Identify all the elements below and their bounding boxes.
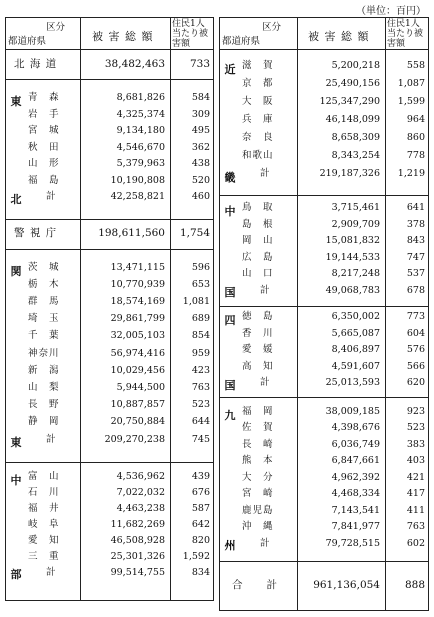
per-capita-damage: 1,087 — [397, 78, 425, 89]
prefecture-name: 岩 手 — [28, 108, 60, 120]
prefecture-name: 千 葉 — [28, 330, 60, 342]
table-row — [220, 454, 428, 467]
damage-amount: 10,190,808 — [110, 174, 165, 186]
table-row — [220, 487, 428, 500]
table-row — [6, 398, 213, 411]
table-row — [6, 261, 213, 274]
damage-amount: 219,187,326 — [319, 168, 380, 179]
damage-amount: 18,574,169 — [110, 295, 165, 307]
prefecture-name: 熊 本 — [242, 455, 274, 466]
region-label: 北 — [10, 192, 22, 206]
per-capita-damage: 778 — [406, 150, 425, 161]
table-row — [6, 364, 213, 377]
per-capita-damage: 383 — [406, 438, 425, 450]
damage-amount: 13,471,115 — [110, 261, 165, 273]
prefecture-name: 山 口 — [242, 268, 274, 279]
per-capita-damage: 620 — [406, 377, 425, 388]
header-amount: 被 害 総 額 — [92, 30, 154, 43]
damage-amount: 4,398,676 — [331, 422, 380, 433]
region-label: 東 — [10, 95, 22, 108]
prefecture-name: 岡 山 — [242, 235, 274, 246]
unit-label: （単位：百円） — [356, 6, 426, 17]
prefecture-name: 青 森 — [28, 92, 60, 103]
table-row — [220, 251, 428, 264]
table-row — [6, 550, 213, 563]
damage-amount: 8,343,254 — [331, 150, 380, 161]
per-capita-damage: 642 — [191, 518, 210, 530]
table-row — [220, 405, 428, 418]
table-row — [6, 157, 213, 170]
damage-amount: 2,909,709 — [331, 218, 380, 230]
subtotal-row — [220, 284, 428, 297]
per-capita-damage: 523 — [191, 399, 210, 411]
per-capita-damage: 860 — [406, 132, 425, 143]
table-row — [6, 124, 213, 137]
per-capita-damage: 843 — [406, 235, 425, 246]
per-capita-damage: 566 — [406, 360, 425, 372]
per-capita-damage: 854 — [191, 330, 210, 342]
per-capita-damage: 1,592 — [182, 550, 210, 562]
damage-amount: 9,134,180 — [116, 125, 165, 136]
damage-amount: 8,681,826 — [116, 92, 165, 103]
prefecture-name: 佐 賀 — [242, 422, 274, 433]
region-label: 州 — [224, 539, 236, 552]
damage-amount: 3,715,461 — [331, 202, 380, 213]
damage-amount: 4,468,334 — [331, 488, 380, 499]
damage-amount: 4,591,607 — [331, 360, 380, 372]
per-capita-damage: 923 — [406, 405, 425, 417]
header-per-capita: 住民1人当たり被害額 — [172, 19, 209, 49]
per-capita-damage: 460 — [191, 191, 210, 202]
per-capita-damage: 604 — [406, 327, 425, 339]
per-capita-damage: 747 — [406, 251, 425, 263]
damage-amount: 8,217,248 — [331, 268, 380, 279]
damage-amount: 10,770,939 — [110, 278, 165, 290]
damage-amount: 7,143,541 — [331, 504, 380, 516]
damage-amount: 38,009,185 — [325, 405, 380, 417]
table-row — [220, 310, 428, 323]
per-capita-damage: 1,754 — [179, 227, 210, 239]
per-capita-damage: 834 — [191, 566, 210, 578]
region-label: 四 — [224, 314, 236, 327]
table-row — [220, 77, 428, 90]
per-capita-damage: 439 — [191, 470, 210, 482]
per-capita-damage: 964 — [406, 114, 425, 125]
prefecture-name: 計 — [260, 168, 271, 179]
prefecture-name: 神奈川 — [28, 347, 60, 359]
table-row — [6, 278, 213, 291]
prefecture-name: 計 — [46, 191, 57, 202]
damage-amount: 49,068,783 — [325, 284, 380, 296]
prefecture-name: 京 都 — [242, 78, 274, 89]
per-capita-damage: 309 — [191, 108, 210, 120]
table-row — [220, 95, 428, 108]
per-capita-damage: 558 — [406, 60, 425, 71]
per-capita-damage: 596 — [191, 261, 210, 273]
prefecture-name: 群 馬 — [28, 295, 60, 307]
prefecture-name: 計 — [46, 433, 57, 445]
per-capita-damage: 1,081 — [182, 295, 210, 307]
per-capita-damage: 378 — [406, 218, 425, 230]
region-label: 関 — [10, 264, 22, 278]
damage-amount: 4,962,392 — [331, 471, 380, 483]
damage-amount: 5,200,218 — [331, 60, 380, 71]
table-row — [220, 520, 428, 533]
damage-amount: 25,013,593 — [325, 377, 380, 388]
damage-amount: 11,682,269 — [110, 518, 165, 530]
per-capita-damage: 763 — [406, 521, 425, 532]
prefecture-name: 秋 田 — [28, 141, 60, 153]
header-per-capita: 住民1人当たり被害額 — [387, 19, 424, 49]
table-row — [220, 234, 428, 247]
table-row — [220, 343, 428, 356]
prefecture-name: 福 島 — [28, 174, 60, 186]
prefecture-name: 埼 玉 — [28, 313, 60, 325]
table-row — [6, 295, 213, 308]
header-todofuken: 都道府県 — [8, 36, 47, 47]
prefecture-name: 宮 崎 — [242, 488, 274, 499]
damage-amount: 8,406,897 — [331, 344, 380, 355]
prefecture-name: 高 知 — [242, 360, 274, 372]
prefecture-name: 福 岡 — [242, 405, 274, 417]
prefecture-name: 香 川 — [242, 327, 274, 339]
damage-amount: 5,379,963 — [116, 158, 165, 169]
table-row — [220, 201, 428, 214]
region-label: 国 — [224, 286, 236, 299]
keishicho-row — [6, 227, 213, 240]
prefecture-name: 福 井 — [28, 502, 60, 514]
subtotal-row — [6, 190, 213, 203]
per-capita-damage: 495 — [191, 125, 210, 136]
subtotal-row — [6, 566, 213, 579]
table-row — [220, 267, 428, 280]
damage-amount: 42,258,821 — [110, 191, 165, 202]
subtotal-row — [6, 433, 213, 446]
table-row — [220, 218, 428, 231]
prefecture-name: 石 川 — [28, 486, 60, 498]
damage-amount: 15,081,832 — [325, 235, 380, 246]
table-row — [6, 174, 213, 187]
header-kubun: 区分 — [46, 22, 66, 33]
per-capita-damage: 602 — [406, 537, 425, 549]
damage-amount: 32,005,103 — [110, 330, 165, 342]
region-label: 中 — [224, 205, 236, 218]
table-row — [220, 438, 428, 451]
damage-amount: 125,347,290 — [319, 96, 380, 107]
subtotal-row — [220, 376, 428, 389]
prefecture-name: 長 野 — [28, 399, 60, 411]
table-row — [6, 329, 213, 342]
per-capita-damage: 421 — [406, 471, 425, 483]
damage-amount: 4,546,670 — [116, 141, 165, 153]
per-capita-damage: 678 — [406, 284, 425, 296]
prefecture-name: 大 阪 — [242, 96, 274, 107]
damage-amount: 198,611,560 — [98, 227, 165, 239]
prefecture-name: 富 山 — [28, 470, 60, 482]
per-capita-damage: 411 — [406, 504, 425, 516]
prefecture-name: 徳 島 — [242, 311, 274, 322]
table-row — [220, 327, 428, 340]
per-capita-damage: 763 — [191, 381, 210, 393]
damage-amount: 29,861,799 — [110, 313, 165, 325]
per-capita-damage: 1,219 — [397, 168, 425, 179]
prefecture-name: 奈 良 — [242, 132, 274, 143]
table-row — [220, 131, 428, 144]
region-label: 東 — [10, 435, 22, 449]
damage-amount: 5,665,087 — [331, 327, 380, 339]
damage-amount: 4,325,374 — [116, 108, 165, 120]
table-row — [6, 502, 213, 515]
prefecture-name: 合 計 — [232, 579, 278, 591]
prefecture-name: 計 — [46, 566, 57, 578]
damage-amount: 20,750,884 — [110, 416, 165, 428]
prefecture-name: 滋 賀 — [242, 60, 274, 71]
prefecture-name: 計 — [260, 537, 271, 549]
per-capita-damage: 520 — [191, 174, 210, 186]
header-kubun: 区分 — [262, 22, 282, 33]
region-label: 九 — [224, 408, 236, 422]
prefecture-name: 兵 庫 — [242, 114, 274, 125]
per-capita-damage: 576 — [406, 344, 425, 355]
prefecture-name: 広 島 — [242, 251, 274, 263]
damage-amount: 961,136,054 — [313, 579, 380, 591]
region-label: 近 — [224, 63, 236, 76]
damage-amount: 4,463,238 — [116, 502, 165, 514]
prefecture-name: 三 重 — [28, 550, 60, 562]
prefecture-name: 新 潟 — [28, 364, 60, 376]
damage-amount: 10,029,456 — [110, 364, 165, 376]
prefecture-name: 鳥 取 — [242, 202, 274, 213]
prefecture-name: 栃 木 — [28, 278, 60, 290]
table-row — [6, 91, 213, 104]
table-row — [220, 149, 428, 162]
prefecture-name: 愛 知 — [28, 534, 60, 546]
region-label: 部 — [10, 567, 22, 581]
header-todofuken: 都道府県 — [222, 36, 261, 47]
damage-amount: 25,301,326 — [110, 550, 165, 562]
prefecture-name: 警 視 庁 — [14, 227, 58, 239]
prefecture-name: 山 形 — [28, 158, 60, 169]
per-capita-damage: 403 — [406, 455, 425, 466]
damage-amount: 7,841,977 — [331, 521, 380, 532]
per-capita-damage: 676 — [191, 486, 210, 498]
per-capita-damage: 653 — [191, 278, 210, 290]
hokkaido-row — [6, 58, 213, 71]
per-capita-damage: 773 — [406, 311, 425, 322]
total-row — [220, 579, 428, 592]
prefecture-name: 岐 阜 — [28, 518, 60, 530]
right-table — [219, 17, 429, 611]
per-capita-damage: 438 — [191, 158, 210, 169]
table-row — [6, 518, 213, 531]
per-capita-damage: 959 — [191, 347, 210, 359]
per-capita-damage: 689 — [191, 313, 210, 325]
per-capita-damage: 644 — [191, 416, 210, 428]
prefecture-name: 沖 縄 — [242, 521, 274, 532]
table-row — [6, 141, 213, 154]
damage-amount: 8,658,309 — [331, 132, 380, 143]
damage-amount: 25,490,156 — [325, 78, 380, 89]
per-capita-damage: 584 — [191, 92, 210, 103]
damage-amount: 10,887,857 — [110, 399, 165, 411]
table-row — [6, 347, 213, 360]
region-label: 畿 — [224, 171, 236, 184]
damage-amount: 46,148,099 — [325, 114, 380, 125]
table-row — [220, 421, 428, 434]
prefecture-name: 宮 城 — [28, 125, 60, 136]
per-capita-damage: 745 — [191, 433, 210, 445]
table-row — [6, 312, 213, 325]
region-label: 中 — [10, 473, 22, 487]
per-capita-damage: 641 — [406, 202, 425, 213]
damage-amount: 19,144,533 — [325, 251, 380, 263]
damage-amount: 38,482,463 — [104, 57, 165, 70]
damage-amount: 5,944,500 — [116, 381, 165, 393]
per-capita-damage: 733 — [189, 57, 210, 70]
prefecture-name: 計 — [260, 284, 271, 296]
subtotal-row — [220, 537, 428, 550]
table-row — [220, 113, 428, 126]
prefecture-name: 島 根 — [242, 218, 274, 230]
table-row — [6, 534, 213, 547]
subtotal-row — [220, 167, 428, 180]
table-row — [6, 415, 213, 428]
left-table — [5, 17, 214, 601]
prefecture-name: 和歌山 — [242, 150, 274, 161]
per-capita-damage: 537 — [406, 268, 425, 279]
prefecture-name: 北 海 道 — [14, 57, 58, 70]
table-row — [6, 381, 213, 394]
per-capita-damage: 587 — [191, 502, 210, 514]
per-capita-damage: 1,599 — [397, 96, 425, 107]
per-capita-damage: 423 — [191, 364, 210, 376]
prefecture-name: 愛 媛 — [242, 344, 274, 355]
damage-amount: 79,728,515 — [325, 537, 380, 549]
per-capita-damage: 888 — [404, 579, 425, 591]
damage-amount: 7,022,032 — [116, 486, 165, 498]
prefecture-name: 計 — [260, 377, 271, 388]
per-capita-damage: 362 — [191, 141, 210, 153]
region-label: 国 — [224, 378, 236, 392]
damage-amount: 56,974,416 — [110, 347, 165, 359]
table-row — [6, 486, 213, 499]
table-row — [6, 470, 213, 483]
header-amount: 被 害 総 額 — [308, 30, 370, 43]
table-row — [220, 59, 428, 72]
per-capita-damage: 523 — [406, 422, 425, 433]
prefecture-name: 長 崎 — [242, 438, 274, 450]
damage-amount: 6,847,661 — [331, 455, 380, 466]
prefecture-name: 鹿児島 — [242, 504, 274, 516]
table-row — [6, 108, 213, 121]
prefecture-name: 静 岡 — [28, 416, 60, 428]
damage-amount: 6,350,002 — [331, 311, 380, 322]
damage-amount: 99,514,755 — [110, 566, 165, 578]
damage-amount: 6,036,749 — [331, 438, 380, 450]
table-row — [220, 504, 428, 517]
damage-amount: 4,536,962 — [116, 470, 165, 482]
damage-amount: 46,508,928 — [110, 534, 165, 546]
per-capita-damage: 820 — [191, 534, 210, 546]
prefecture-name: 大 分 — [242, 471, 274, 483]
table-row — [220, 360, 428, 373]
per-capita-damage: 417 — [406, 488, 425, 499]
table-row — [220, 471, 428, 484]
prefecture-name: 山 梨 — [28, 381, 60, 393]
damage-amount: 209,270,238 — [104, 433, 165, 445]
prefecture-name: 茨 城 — [28, 261, 60, 273]
